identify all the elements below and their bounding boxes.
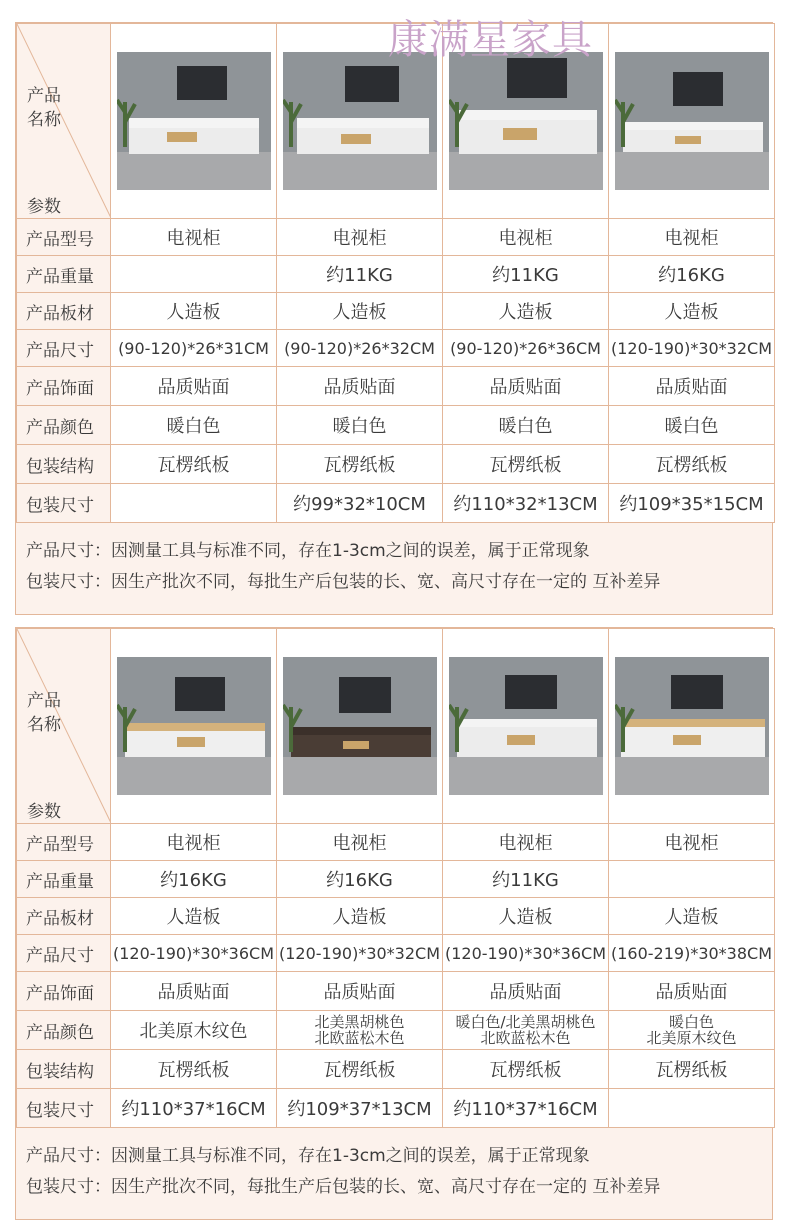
color-line: 北美原木纹色 bbox=[646, 1029, 737, 1047]
size-value: (120-190)*30*32CM bbox=[609, 330, 775, 367]
row-label: 产品板材 bbox=[17, 293, 111, 330]
package-value: 瓦楞纸板 bbox=[277, 445, 443, 484]
brand-watermark: 康满星家具 bbox=[388, 17, 593, 63]
color-value: 暖白色 bbox=[609, 406, 775, 445]
notes-block bbox=[26, 536, 660, 598]
row-label: 产品型号 bbox=[17, 824, 111, 861]
color-line: 北欧蓝松木色 bbox=[314, 1029, 405, 1047]
white-tv-cabinet-photo bbox=[615, 52, 769, 190]
model-value: 电视柜 bbox=[111, 824, 277, 861]
product-name-header: 产品 名称 bbox=[27, 86, 61, 130]
package-value: 瓦楞纸板 bbox=[277, 1050, 443, 1089]
color-line: 北欧蓝松木色 bbox=[480, 1029, 571, 1047]
row-weight bbox=[17, 256, 775, 293]
row-label: 包装结构 bbox=[17, 445, 111, 484]
color-value bbox=[609, 1011, 775, 1050]
color-value: 北美原木纹色 bbox=[111, 1011, 277, 1050]
row-finish bbox=[17, 972, 775, 1011]
weight-value: 约11KG bbox=[277, 256, 443, 293]
size-value: (160-219)*30*38CM bbox=[609, 935, 775, 972]
model-value: 电视柜 bbox=[443, 219, 609, 256]
color-value: 暖白色 bbox=[443, 406, 609, 445]
finish-value: 品质贴面 bbox=[277, 367, 443, 406]
material-value: 人造板 bbox=[277, 293, 443, 330]
row-material bbox=[17, 293, 775, 330]
weight-value: 约16KG bbox=[111, 861, 277, 898]
row-label: 产品饰面 bbox=[17, 972, 111, 1011]
product-image-cell bbox=[609, 629, 775, 824]
size-value: (90-120)*26*36CM bbox=[443, 330, 609, 367]
finish-value: 品质贴面 bbox=[609, 972, 775, 1011]
row-material bbox=[17, 898, 775, 935]
size-value: (90-120)*26*31CM bbox=[111, 330, 277, 367]
row-model bbox=[17, 219, 775, 256]
row-color bbox=[17, 1011, 775, 1050]
finish-value: 品质贴面 bbox=[277, 972, 443, 1011]
pack-size-value bbox=[609, 1089, 775, 1128]
model-value: 电视柜 bbox=[609, 219, 775, 256]
size-value: (90-120)*26*32CM bbox=[277, 330, 443, 367]
row-pack-size bbox=[17, 1089, 775, 1128]
pack-size-value: 约110*37*16CM bbox=[111, 1089, 277, 1128]
row-label: 产品尺寸 bbox=[17, 935, 111, 972]
spec-table-1 bbox=[16, 23, 775, 523]
weight-value: 约16KG bbox=[277, 861, 443, 898]
row-label: 产品颜色 bbox=[17, 406, 111, 445]
product-image-cell bbox=[111, 24, 277, 219]
color-line: 北美黑胡桃色 bbox=[314, 1013, 405, 1031]
package-value: 瓦楞纸板 bbox=[111, 445, 277, 484]
weight-value bbox=[609, 861, 775, 898]
package-value: 瓦楞纸板 bbox=[443, 1050, 609, 1089]
spec-table-2 bbox=[16, 628, 775, 1128]
package-value: 瓦楞纸板 bbox=[111, 1050, 277, 1089]
material-value: 人造板 bbox=[443, 293, 609, 330]
model-value: 电视柜 bbox=[111, 219, 277, 256]
material-value: 人造板 bbox=[111, 293, 277, 330]
pack-size-value: 约110*37*16CM bbox=[443, 1089, 609, 1128]
color-value: 暖白色 bbox=[277, 406, 443, 445]
white-tv-cabinet-photo bbox=[117, 52, 271, 190]
material-value: 人造板 bbox=[111, 898, 277, 935]
oak-white-tv-cabinet-photo bbox=[117, 657, 271, 795]
model-value: 电视柜 bbox=[609, 824, 775, 861]
note-package-variance: 包装尺寸：因生产批次不同，每批生产后包装的长、宽、高尺寸存在一定的 互补差异 bbox=[26, 572, 661, 592]
row-label: 包装结构 bbox=[17, 1050, 111, 1089]
row-finish bbox=[17, 367, 775, 406]
pack-size-value: 约109*35*15CM bbox=[609, 484, 775, 523]
weight-value: 约11KG bbox=[443, 256, 609, 293]
pack-size-value: 约99*32*10CM bbox=[277, 484, 443, 523]
size-value: (120-190)*30*32CM bbox=[277, 935, 443, 972]
material-value: 人造板 bbox=[277, 898, 443, 935]
row-label: 产品尺寸 bbox=[17, 330, 111, 367]
product-image-cell bbox=[443, 629, 609, 824]
row-label: 产品板材 bbox=[17, 898, 111, 935]
row-label: 产品型号 bbox=[17, 219, 111, 256]
row-weight bbox=[17, 861, 775, 898]
color-value: 暖白色 bbox=[111, 406, 277, 445]
row-size bbox=[17, 330, 775, 367]
white-tv-cabinet-photo bbox=[283, 52, 437, 190]
row-label: 产品重量 bbox=[17, 861, 111, 898]
product-image-cell bbox=[609, 24, 775, 219]
row-package bbox=[17, 445, 775, 484]
color-line: 暖白色 bbox=[668, 1013, 714, 1031]
product-image-cell bbox=[111, 629, 277, 824]
white-tv-cabinet-photo bbox=[449, 657, 603, 795]
finish-value: 品质贴面 bbox=[111, 972, 277, 1011]
finish-value: 品质贴面 bbox=[443, 972, 609, 1011]
weight-value: 约16KG bbox=[609, 256, 775, 293]
size-value: (120-190)*30*36CM bbox=[443, 935, 609, 972]
model-value: 电视柜 bbox=[277, 219, 443, 256]
oak-white-tv-cabinet-photo bbox=[615, 657, 769, 795]
row-label: 产品颜色 bbox=[17, 1011, 111, 1050]
package-value: 瓦楞纸板 bbox=[443, 445, 609, 484]
product-name-header: 产品 名称 bbox=[27, 691, 61, 735]
row-label: 包装尺寸 bbox=[17, 1089, 111, 1128]
size-value: (120-190)*30*36CM bbox=[111, 935, 277, 972]
spec-panel-2 bbox=[15, 627, 773, 1220]
weight-value: 约11KG bbox=[443, 861, 609, 898]
row-package bbox=[17, 1050, 775, 1089]
pack-size-value bbox=[111, 484, 277, 523]
row-model bbox=[17, 824, 775, 861]
notes-block bbox=[26, 1141, 660, 1203]
note-size-tolerance: 产品尺寸：因测量工具与标准不同，存在1-3cm之间的误差，属于正常现象 bbox=[26, 1146, 590, 1166]
model-value: 电视柜 bbox=[277, 824, 443, 861]
finish-value: 品质贴面 bbox=[443, 367, 609, 406]
row-pack-size bbox=[17, 484, 775, 523]
color-value bbox=[443, 1011, 609, 1050]
finish-value: 品质贴面 bbox=[111, 367, 277, 406]
row-label: 包装尺寸 bbox=[17, 484, 111, 523]
row-label: 产品饰面 bbox=[17, 367, 111, 406]
package-value: 瓦楞纸板 bbox=[609, 1050, 775, 1089]
color-line: 暖白色/北美黑胡桃色 bbox=[455, 1013, 596, 1031]
color-value bbox=[277, 1011, 443, 1050]
row-size bbox=[17, 935, 775, 972]
material-value: 人造板 bbox=[609, 293, 775, 330]
parameter-header: 参数 bbox=[27, 197, 61, 217]
material-value: 人造板 bbox=[609, 898, 775, 935]
header-corner-cell bbox=[17, 629, 111, 824]
model-value: 电视柜 bbox=[443, 824, 609, 861]
row-label: 产品重量 bbox=[17, 256, 111, 293]
package-value: 瓦楞纸板 bbox=[609, 445, 775, 484]
row-color bbox=[17, 406, 775, 445]
product-image-cell bbox=[277, 629, 443, 824]
header-corner-cell bbox=[17, 24, 111, 219]
pack-size-value: 约109*37*13CM bbox=[277, 1089, 443, 1128]
parameter-header: 参数 bbox=[27, 802, 61, 822]
note-size-tolerance: 产品尺寸：因测量工具与标准不同，存在1-3cm之间的误差，属于正常现象 bbox=[26, 541, 590, 561]
dark-walnut-tv-cabinet-photo bbox=[283, 657, 437, 795]
spec-panel-1 bbox=[15, 22, 773, 615]
weight-value bbox=[111, 256, 277, 293]
pack-size-value: 约110*32*13CM bbox=[443, 484, 609, 523]
finish-value: 品质贴面 bbox=[609, 367, 775, 406]
white-tv-cabinet-photo bbox=[449, 52, 603, 190]
note-package-variance: 包装尺寸：因生产批次不同，每批生产后包装的长、宽、高尺寸存在一定的 互补差异 bbox=[26, 1177, 661, 1197]
material-value: 人造板 bbox=[443, 898, 609, 935]
